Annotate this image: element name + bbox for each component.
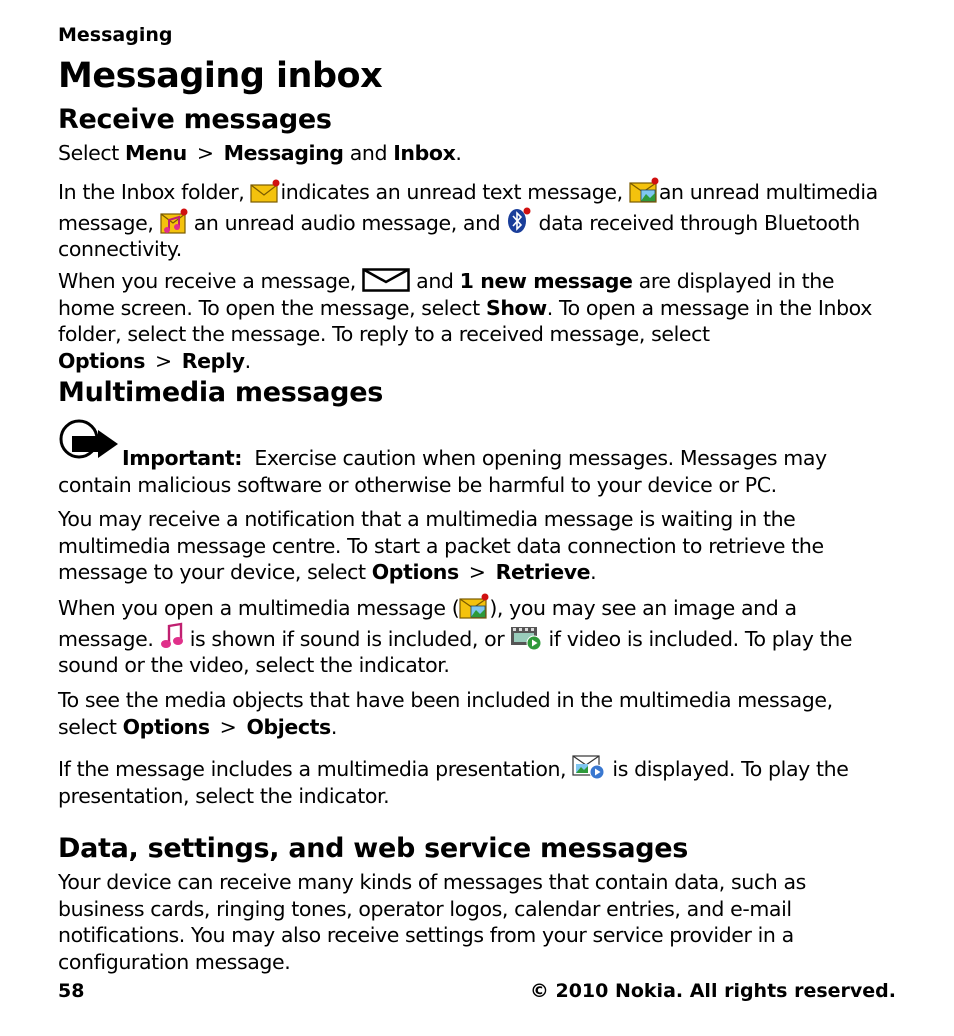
new-message-label: 1 new message	[459, 269, 633, 293]
open-multimedia-paragraph: When you open a multimedia message ( ), you may see an image and a message. is shown if sound is included, or if video is included. To play the sound or the video, select the indicator.	[58, 593, 896, 679]
important-label: Important:	[122, 446, 243, 470]
objects-paragraph: To see the media objects that have been included in the multimedia message, select Options > Objects.	[58, 688, 833, 739]
multimedia-messages-heading: Multimedia messages	[58, 377, 383, 408]
multimedia-message-icon	[459, 593, 489, 619]
running-head: Messaging	[58, 24, 173, 46]
receive-path-paragraph: Select Menu > Messaging and Inbox.	[58, 141, 462, 165]
objects-label: Objects	[246, 714, 331, 739]
data-messages-paragraph: Your device can receive many kinds of messages that contain data, such as business cards, ringing tones, operator logos, calendar entries, and e-mail notifications. You may also receive settings from your service provider in a configuration message.	[58, 870, 806, 974]
messaging-label: Messaging	[223, 141, 344, 165]
options-label: Options	[371, 560, 459, 584]
reply-label: Reply	[181, 348, 245, 373]
receive-message-paragraph: When you receive a message, and 1 new message are displayed in the home screen. To open the message, select Show. To open a message in the Inbox folder, select the message. To reply to a received message, select Options > Reply.	[58, 269, 872, 373]
sound-note-icon	[160, 622, 184, 650]
inbox-label: Inbox	[393, 141, 456, 165]
page-title: Messaging inbox	[58, 56, 383, 96]
options-label: Options	[58, 348, 146, 373]
options-label: Options	[122, 714, 210, 739]
unread-multimedia-message-icon	[629, 177, 659, 203]
show-label: Show	[485, 295, 547, 320]
receive-messages-heading: Receive messages	[58, 104, 332, 135]
important-paragraph: Important: Exercise caution when opening messages. Messages may contain malicious software or otherwise be harmful to your device or PC.	[58, 446, 827, 497]
retrieve-paragraph: You may receive a notification that a multimedia message is waiting in the multimedia message centre. To start a packet data connection to retrieve the message to your device, select Options > Retrieve.	[58, 507, 824, 584]
unread-text-message-icon	[250, 179, 280, 203]
new-message-envelope-icon	[362, 268, 410, 292]
data-settings-heading: Data, settings, and web service messages	[58, 833, 689, 864]
presentation-paragraph: If the message includes a multimedia presentation, is displayed. To play the presentation, select the indicator.	[58, 752, 896, 809]
presentation-icon	[572, 752, 606, 780]
bluetooth-data-icon	[506, 206, 532, 234]
retrieve-label: Retrieve	[495, 560, 591, 584]
video-clip-icon	[510, 624, 542, 650]
menu-label: Menu	[124, 141, 187, 165]
page-number: 58	[58, 980, 85, 1002]
inbox-icons-paragraph: In the Inbox folder, indicates an unread text message, an unread multimedia message, an unread audio message, and data received through Bluetooth connectivity.	[58, 177, 896, 263]
unread-audio-message-icon	[160, 208, 188, 234]
copyright-notice: © 2010 Nokia. All rights reserved.	[529, 980, 896, 1002]
